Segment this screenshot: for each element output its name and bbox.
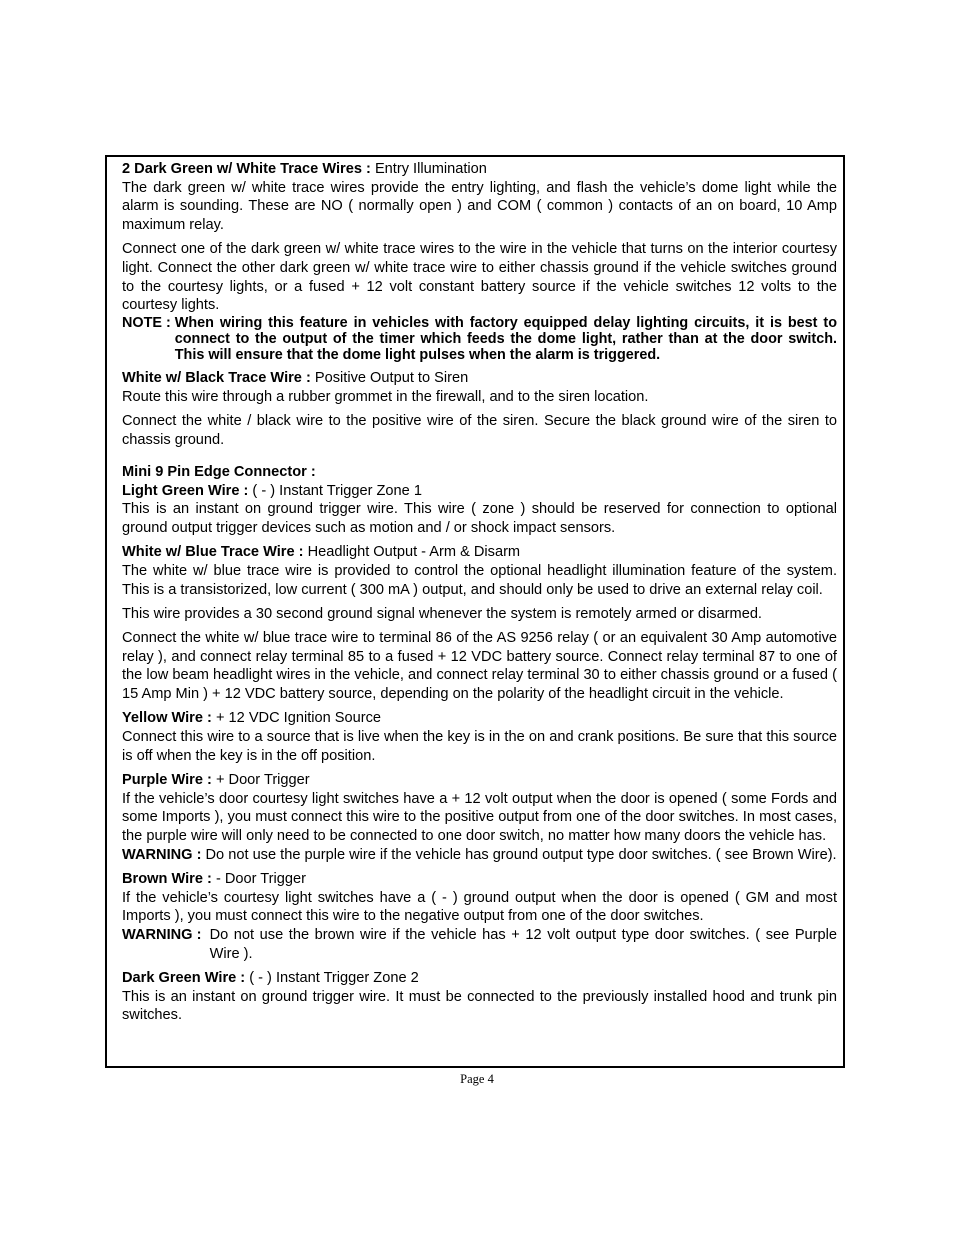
paragraph: Connect this wire to a source that is live when the key is in the on and crank positions. Be sure that this source is off when the key is in the off position. <box>122 729 837 764</box>
section-heading <box>122 709 837 728</box>
spacer <box>122 455 837 463</box>
warning-label: WARNING : <box>122 846 202 863</box>
section-subtitle: ( - ) Instant Trigger Zone 1 <box>252 482 422 499</box>
paragraph: The white w/ blue trace wire is provided to control the optional headlight illumination feature of the system. This is a transistorized, low current ( 300 mA ) output, and should only be used to drive an external relay coil. <box>122 562 837 598</box>
warning-block <box>122 926 837 963</box>
warning-block <box>122 846 837 865</box>
note-label: NOTE : <box>122 315 171 332</box>
warning-text: Do not use the brown wire if the vehicle has + 12 volt output type door switches. ( see Purple Wire ). <box>209 927 837 962</box>
section-heading <box>122 969 837 988</box>
section-dark-green <box>122 969 837 1025</box>
page-number: Page 4 <box>460 1072 494 1086</box>
warning-label: WARNING : <box>122 927 202 944</box>
section-title: Yellow Wire : <box>122 710 212 727</box>
paragraph: If the vehicle’s door courtesy light switches have a + 12 volt output when the door is opened ( some Fords and some Imports ), you must connect this wire to the positive output from one of the door switches. In most cases, the purple wire will only need to be connected to one door switch, no matter how many doors the vehicle has. <box>122 790 837 845</box>
page-content <box>122 160 837 1031</box>
paragraph: Connect the white w/ blue trace wire to terminal 86 of the AS 9256 relay ( or an equivalent 30 Amp automotive relay ), and connect relay terminal 85 to a fused + 12 VDC battery source. Connect relay terminal 87 to one of the low beam headlight wires in the vehicle, and connect relay terminal 30 to either chassis ground or a fused ( 15 Amp Min ) + 12 VDC battery source, depending on the polarity of the headlight circuit in the vehicle. <box>122 630 837 703</box>
section-subtitle: + 12 VDC Ignition Source <box>215 710 382 727</box>
section-heading <box>122 543 837 562</box>
paragraph: Connect the white / black wire to the positive wire of the siren. Secure the black ground wire of the siren to chassis ground. <box>122 413 837 448</box>
section-subtitle: Positive Output to Siren <box>314 370 469 387</box>
section-title: White w/ Blue Trace Wire : <box>122 544 304 561</box>
section-title: White w/ Black Trace Wire : <box>122 370 311 387</box>
paragraph: This is an instant on ground trigger wire. This wire ( zone ) should be reserved for connection to optional ground output trigger devices such as motion and / or shock impact sensors. <box>122 501 837 537</box>
note-text: When wiring this feature in vehicles with factory equipped delay lighting circuits, it is best to connect to the output of the timer which feeds the dome light, rather than at the door switch. This will ensure that the dome light pulses when the alarm is triggered. <box>174 315 837 364</box>
section-subtitle: + Door Trigger <box>215 771 310 788</box>
section-headlight <box>122 543 837 704</box>
section-title: Purple Wire : <box>122 771 212 788</box>
section-heading <box>122 369 837 388</box>
section-subtitle: Headlight Output - Arm & Disarm <box>307 544 521 561</box>
paragraph: This is an instant on ground trigger wire. It must be connected to the previously installed hood and trunk pin switches. <box>122 988 837 1024</box>
section-heading <box>122 870 837 889</box>
paragraph: This wire provides a 30 second ground signal whenever the system is remotely armed or disarmed. <box>122 605 762 622</box>
paragraph: The dark green w/ white trace wires provide the entry lighting, and flash the vehicle’s dome light while the alarm is sounding. These are NO ( normally open ) and COM ( common ) contacts of an on board, 10 Amp maximum relay. <box>122 179 837 234</box>
paragraph: Connect one of the dark green w/ white trace wires to the wire in the vehicle that turns on the interior courtesy light. Connect the other dark green w/ white trace wire to either chassis ground if the vehicle switches ground to the courtesy lights, or a fused + 12 volt constant battery source if the vehicle switches 12 volts to the courtesy lights. <box>122 241 837 314</box>
section-mini-9-pin <box>122 463 837 538</box>
section-heading <box>122 463 837 482</box>
section-yellow <box>122 709 837 765</box>
section-brown <box>122 870 837 964</box>
note-block <box>122 315 837 363</box>
paragraph: Route this wire through a rubber grommet in the firewall, and to the siren location. <box>122 388 649 405</box>
section-title: Dark Green Wire : <box>122 970 246 987</box>
section-purple <box>122 771 837 865</box>
section-title: 2 Dark Green w/ White Trace Wires : <box>122 161 371 177</box>
section-subtitle: - Door Trigger <box>215 871 306 887</box>
section-subtitle: Entry Illumination <box>374 161 487 177</box>
section-entry-illumination <box>122 160 837 363</box>
section-siren <box>122 369 837 449</box>
section-title: Brown Wire : <box>122 871 212 887</box>
section-title: Light Green Wire : <box>122 482 249 499</box>
section-heading <box>122 160 837 179</box>
section-title: Mini 9 Pin Edge Connector : <box>122 463 316 480</box>
paragraph: If the vehicle’s courtesy light switches have a ( - ) ground output when the door is opened ( GM and most Imports ), you must connect this wire to the negative output from one of the door switches. <box>122 889 837 925</box>
section-heading <box>122 771 837 790</box>
warning-text: Do not use the purple wire if the vehicle has ground output type door switches. ( see Brown Wire). <box>205 846 837 863</box>
section-subtitle: ( - ) Instant Trigger Zone 2 <box>249 970 419 987</box>
section-heading <box>122 482 837 501</box>
